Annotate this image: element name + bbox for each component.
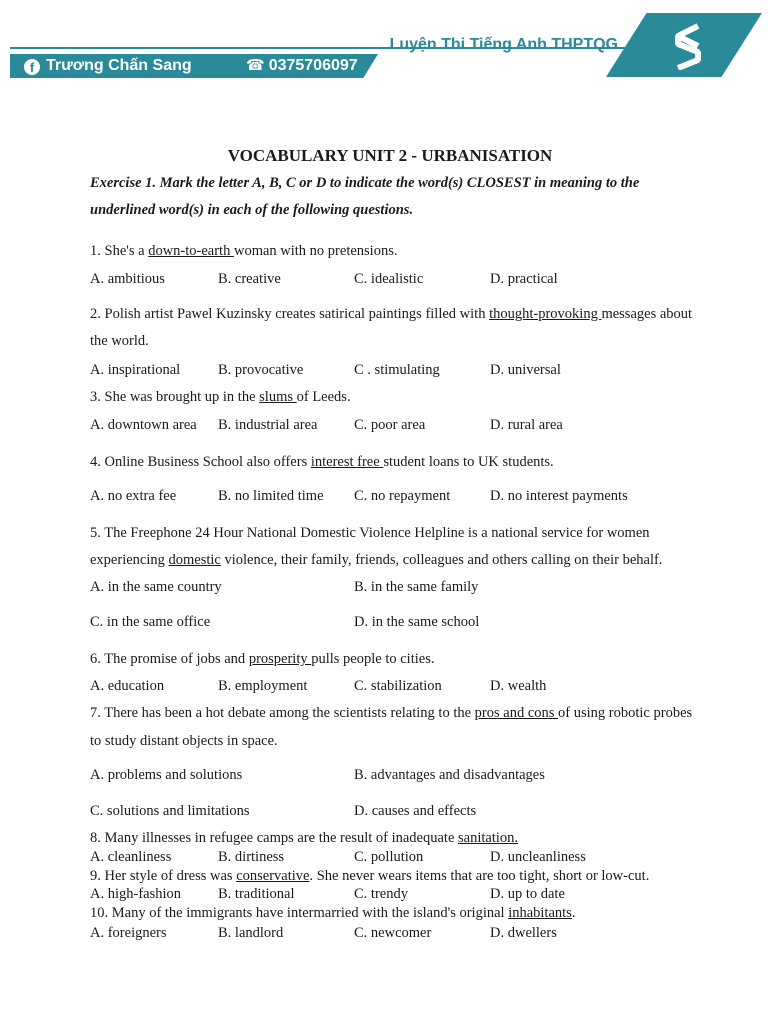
option-c: C. solutions and limitations [90,803,250,819]
question-6: 6. The promise of jobs and prosperity pulls people to cities. [90,651,435,667]
question-10: 10. Many of the immigrants have intermarried with the island's original inhabitants. [90,905,576,921]
option-b: B. dirtiness [218,849,285,865]
question-4: 4. Online Business School also offers interest free student loans to UK students. [90,454,554,470]
option-b: B. no limited time [218,488,324,504]
phone-number: 0375706097 [268,57,358,74]
option-c: C. trendy [354,886,408,902]
option-c: C. in the same office [90,614,211,630]
brand-name: Luyện Thi Tiếng Anh THPTQG [389,36,618,53]
option-a: A. foreigners [90,925,167,941]
option-c: C. stabilization [354,678,442,694]
option-d: D. in the same school [354,614,480,630]
option-a: A. inspirational [90,362,181,378]
question-8: 8. Many illnesses in refugee camps are the result of inadequate sanitation. [90,830,519,846]
option-d: D. up to date [490,886,565,902]
option-d: D. no interest payments [490,488,628,504]
option-b: B. creative [218,271,281,287]
facebook-contact[interactable] [24,56,192,76]
phone-contact[interactable] [246,56,358,76]
option-c: C. no repayment [354,488,451,504]
page-title: VOCABULARY UNIT 2 - URBANISATION [227,146,553,165]
option-c: C. idealistic [354,271,424,287]
underlined-word: down-to-earth [148,243,234,259]
option-b: B. employment [218,678,308,694]
option-d: D. dwellers [490,925,557,941]
option-b: B. in the same family [354,579,479,595]
question-7-line-2: to study distant objects in space. [90,733,278,749]
facebook-name: Trương Chấn Sang [46,57,192,74]
underlined-word: prosperity [248,651,312,667]
option-a: A. no extra fee [90,488,177,504]
underlined-word: slums [259,389,297,405]
option-c: C . stimulating [354,362,440,378]
option-b: B. advantages and disadvantages [354,767,545,783]
option-d: D. practical [490,271,558,287]
option-a: A. high-fashion [90,886,182,902]
instruction-line: Exercise 1. Mark the letter A, B, C or D to indicate the word(s) CLOSEST in meaning to the [90,175,640,191]
option-c: C. pollution [354,849,424,865]
underlined-word: pros and cons [474,705,559,721]
question-5-line-2: experiencing domestic violence, their family, friends, colleagues and others calling on their behalf. [90,552,663,568]
question-7: 7. There has been a hot debate among the scientists relating to the pros and cons of using robotic probes [90,705,693,721]
option-a: A. cleanliness [90,849,172,865]
question-3: 3. She was brought up in the slums of Leeds. [90,389,351,405]
option-d: D. universal [490,362,561,378]
question-2: 2. Polish artist Pawel Kuzinsky creates satirical paintings filled with thought-provoking messages about [90,306,693,322]
option-a: A. problems and solutions [90,767,243,783]
option-a: A. in the same country [90,579,222,595]
option-d: D. uncleanliness [490,849,586,865]
underlined-word: thought-provoking [489,306,602,322]
option-d: D. rural area [490,417,563,433]
underlined-word: conservative [236,868,310,884]
header-banner [0,0,768,90]
instruction-line: underlined word(s) in each of the following questions. [90,202,414,218]
question-9: 9. Her style of dress was conservative. She never wears items that are too tight, short or low-cut. [90,868,650,884]
question-2-line-2: the world. [90,333,149,349]
option-b: B. provocative [218,362,304,378]
option-b: B. traditional [218,886,295,902]
option-c: C. newcomer [354,925,432,941]
option-a: A. education [90,678,165,694]
question-5: 5. The Freephone 24 Hour National Domestic Violence Helpline is a national service for women [90,525,650,541]
underlined-word: sanitation. [458,830,519,846]
option-d: D. wealth [490,678,547,694]
option-c: C. poor area [354,417,426,433]
option-a: A. ambitious [90,271,165,287]
underlined-word: domestic [168,552,221,568]
underlined-word: interest free [310,454,384,470]
option-b: B. industrial area [218,417,318,433]
option-a: A. downtown area [90,417,197,433]
s-logo-icon [668,22,708,70]
facebook-icon: f [24,59,40,75]
option-b: B. landlord [218,925,284,941]
question-1: 1. She's a down-to-earth woman with no pretensions. [90,243,398,259]
phone-icon: ☎ [246,57,265,74]
underlined-word: inhabitants [508,905,572,921]
option-d: D. causes and effects [354,803,477,819]
